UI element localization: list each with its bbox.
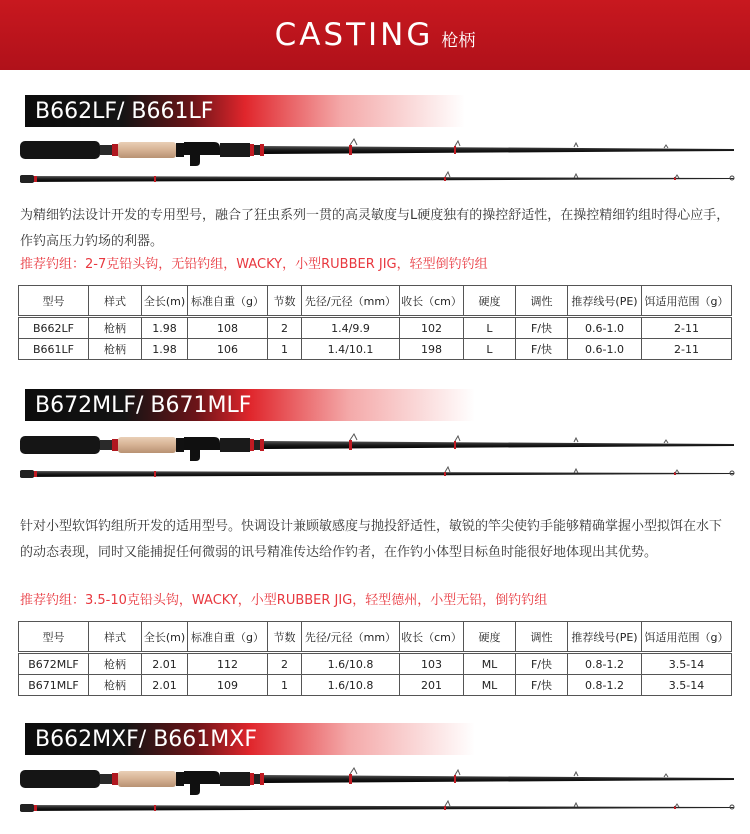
table-cell: B661LF — [19, 339, 89, 360]
table-cell: 2 — [268, 318, 302, 339]
model-description-1: 为精细钓法设计开发的专用型号，融合了狂虫系列一贯的高灵敏度与L硬度独有的操控舒适性，在操控精细钓组时得心应手，作钓高压力钓场的利器。 — [20, 208, 730, 249]
model-title: B662MXF/ B661MXF — [35, 726, 257, 752]
col-header: 标准自重（g） — [188, 622, 268, 652]
table-cell: 103 — [400, 654, 464, 675]
col-header: 型号 — [19, 286, 89, 316]
table-cell: 1.98 — [142, 339, 188, 360]
table-row — [19, 654, 732, 675]
table-cell: 102 — [400, 318, 464, 339]
table-cell: 2.01 — [142, 675, 188, 696]
col-header: 样式 — [89, 622, 142, 652]
col-header: 推荐线号(PE) — [568, 622, 642, 652]
spec-table-2 — [18, 621, 732, 696]
table-row — [19, 318, 732, 339]
col-header: 先径/元径（mm） — [302, 622, 400, 652]
table-cell: 106 — [188, 339, 268, 360]
table-header-row — [19, 622, 732, 652]
table-cell: F/快 — [516, 318, 568, 339]
table-cell: ML — [464, 654, 516, 675]
table-cell: F/快 — [516, 675, 568, 696]
fishing-rod-image-1 — [14, 135, 744, 187]
model-title-bar-1 — [25, 95, 465, 127]
table-cell: B662LF — [19, 318, 89, 339]
recommended-rigs-1: 推荐钓组：2-7克铅头钩，无铅钓组，WACKY，小型RUBBER JIG，轻型倒钓钓组 — [20, 257, 488, 272]
table-cell: 2.01 — [142, 654, 188, 675]
table-row — [19, 675, 732, 696]
table-cell: 2 — [268, 654, 302, 675]
spec-table-1 — [18, 285, 732, 360]
col-header: 型号 — [19, 622, 89, 652]
col-header: 全长(m) — [142, 286, 188, 316]
table-cell: B671MLF — [19, 675, 89, 696]
table-cell: 2-11 — [642, 318, 732, 339]
table-cell: 0.8-1.2 — [568, 675, 642, 696]
col-header: 推荐线号(PE) — [568, 286, 642, 316]
table-row — [19, 339, 732, 360]
col-header: 硬度 — [464, 286, 516, 316]
table-cell: B672MLF — [19, 654, 89, 675]
table-cell: 0.8-1.2 — [568, 654, 642, 675]
table-cell: 2-11 — [642, 339, 732, 360]
col-header: 收长（cm） — [400, 286, 464, 316]
table-cell: 枪柄 — [89, 318, 142, 339]
table-cell: 1.6/10.8 — [302, 675, 400, 696]
col-header: 节数 — [268, 622, 302, 652]
header-title-cn: 枪柄 — [441, 30, 476, 51]
table-cell: F/快 — [516, 339, 568, 360]
header-banner — [0, 0, 750, 70]
table-cell: L — [464, 339, 516, 360]
table-cell: 3.5-14 — [642, 654, 732, 675]
table-cell: L — [464, 318, 516, 339]
table-cell: F/快 — [516, 654, 568, 675]
table-cell: 1.4/9.9 — [302, 318, 400, 339]
table-cell: 1 — [268, 339, 302, 360]
table-cell: 0.6-1.0 — [568, 318, 642, 339]
col-header: 饵适用范围（g） — [642, 622, 732, 652]
table-cell: 1.6/10.8 — [302, 654, 400, 675]
table-cell: 1 — [268, 675, 302, 696]
table-cell: 0.6-1.0 — [568, 339, 642, 360]
col-header: 饵适用范围（g） — [642, 286, 732, 316]
table-cell: 枪柄 — [89, 675, 142, 696]
col-header: 调性 — [516, 286, 568, 316]
table-cell: 112 — [188, 654, 268, 675]
col-header: 全长(m) — [142, 622, 188, 652]
table-cell: 枪柄 — [89, 654, 142, 675]
col-header: 标准自重（g） — [188, 286, 268, 316]
header-title-en: CASTING — [274, 17, 434, 53]
fishing-rod-image-3 — [14, 764, 744, 816]
table-cell: 3.5-14 — [642, 675, 732, 696]
table-cell: 1.4/10.1 — [302, 339, 400, 360]
table-header-row — [19, 286, 732, 316]
table-cell: 108 — [188, 318, 268, 339]
table-cell: ML — [464, 675, 516, 696]
col-header: 样式 — [89, 286, 142, 316]
recommended-rigs-2: 推荐钓组：3.5-10克铅头钩，WACKY，小型RUBBER JIG，轻型德州，小型无铅，倒钓钓组 — [20, 593, 548, 608]
col-header: 调性 — [516, 622, 568, 652]
fishing-rod-image-2 — [14, 430, 744, 482]
table-cell: 枪柄 — [89, 339, 142, 360]
model-title: B672MLF/ B671MLF — [35, 392, 252, 418]
col-header: 硬度 — [464, 622, 516, 652]
table-cell: 198 — [400, 339, 464, 360]
col-header: 节数 — [268, 286, 302, 316]
model-description-2: 针对小型软饵钓组所开发的适用型号。快调设计兼顾敏感度与抛投舒适性，敏锐的竿尖使钓手能够精确掌握小型拟饵在水下的动态表现，同时又能捕捉任何微弱的讯号精准传达给作钓者，在作钓小体型目标鱼时能很好地体现出其优势。 — [20, 519, 723, 560]
model-title-bar-3 — [25, 723, 475, 755]
col-header: 收长（cm） — [400, 622, 464, 652]
table-cell: 109 — [188, 675, 268, 696]
model-title: B662LF/ B661LF — [35, 98, 214, 124]
model-title-bar-2 — [25, 389, 475, 421]
table-cell: 1.98 — [142, 318, 188, 339]
table-cell: 201 — [400, 675, 464, 696]
col-header: 先径/元径（mm） — [302, 286, 400, 316]
